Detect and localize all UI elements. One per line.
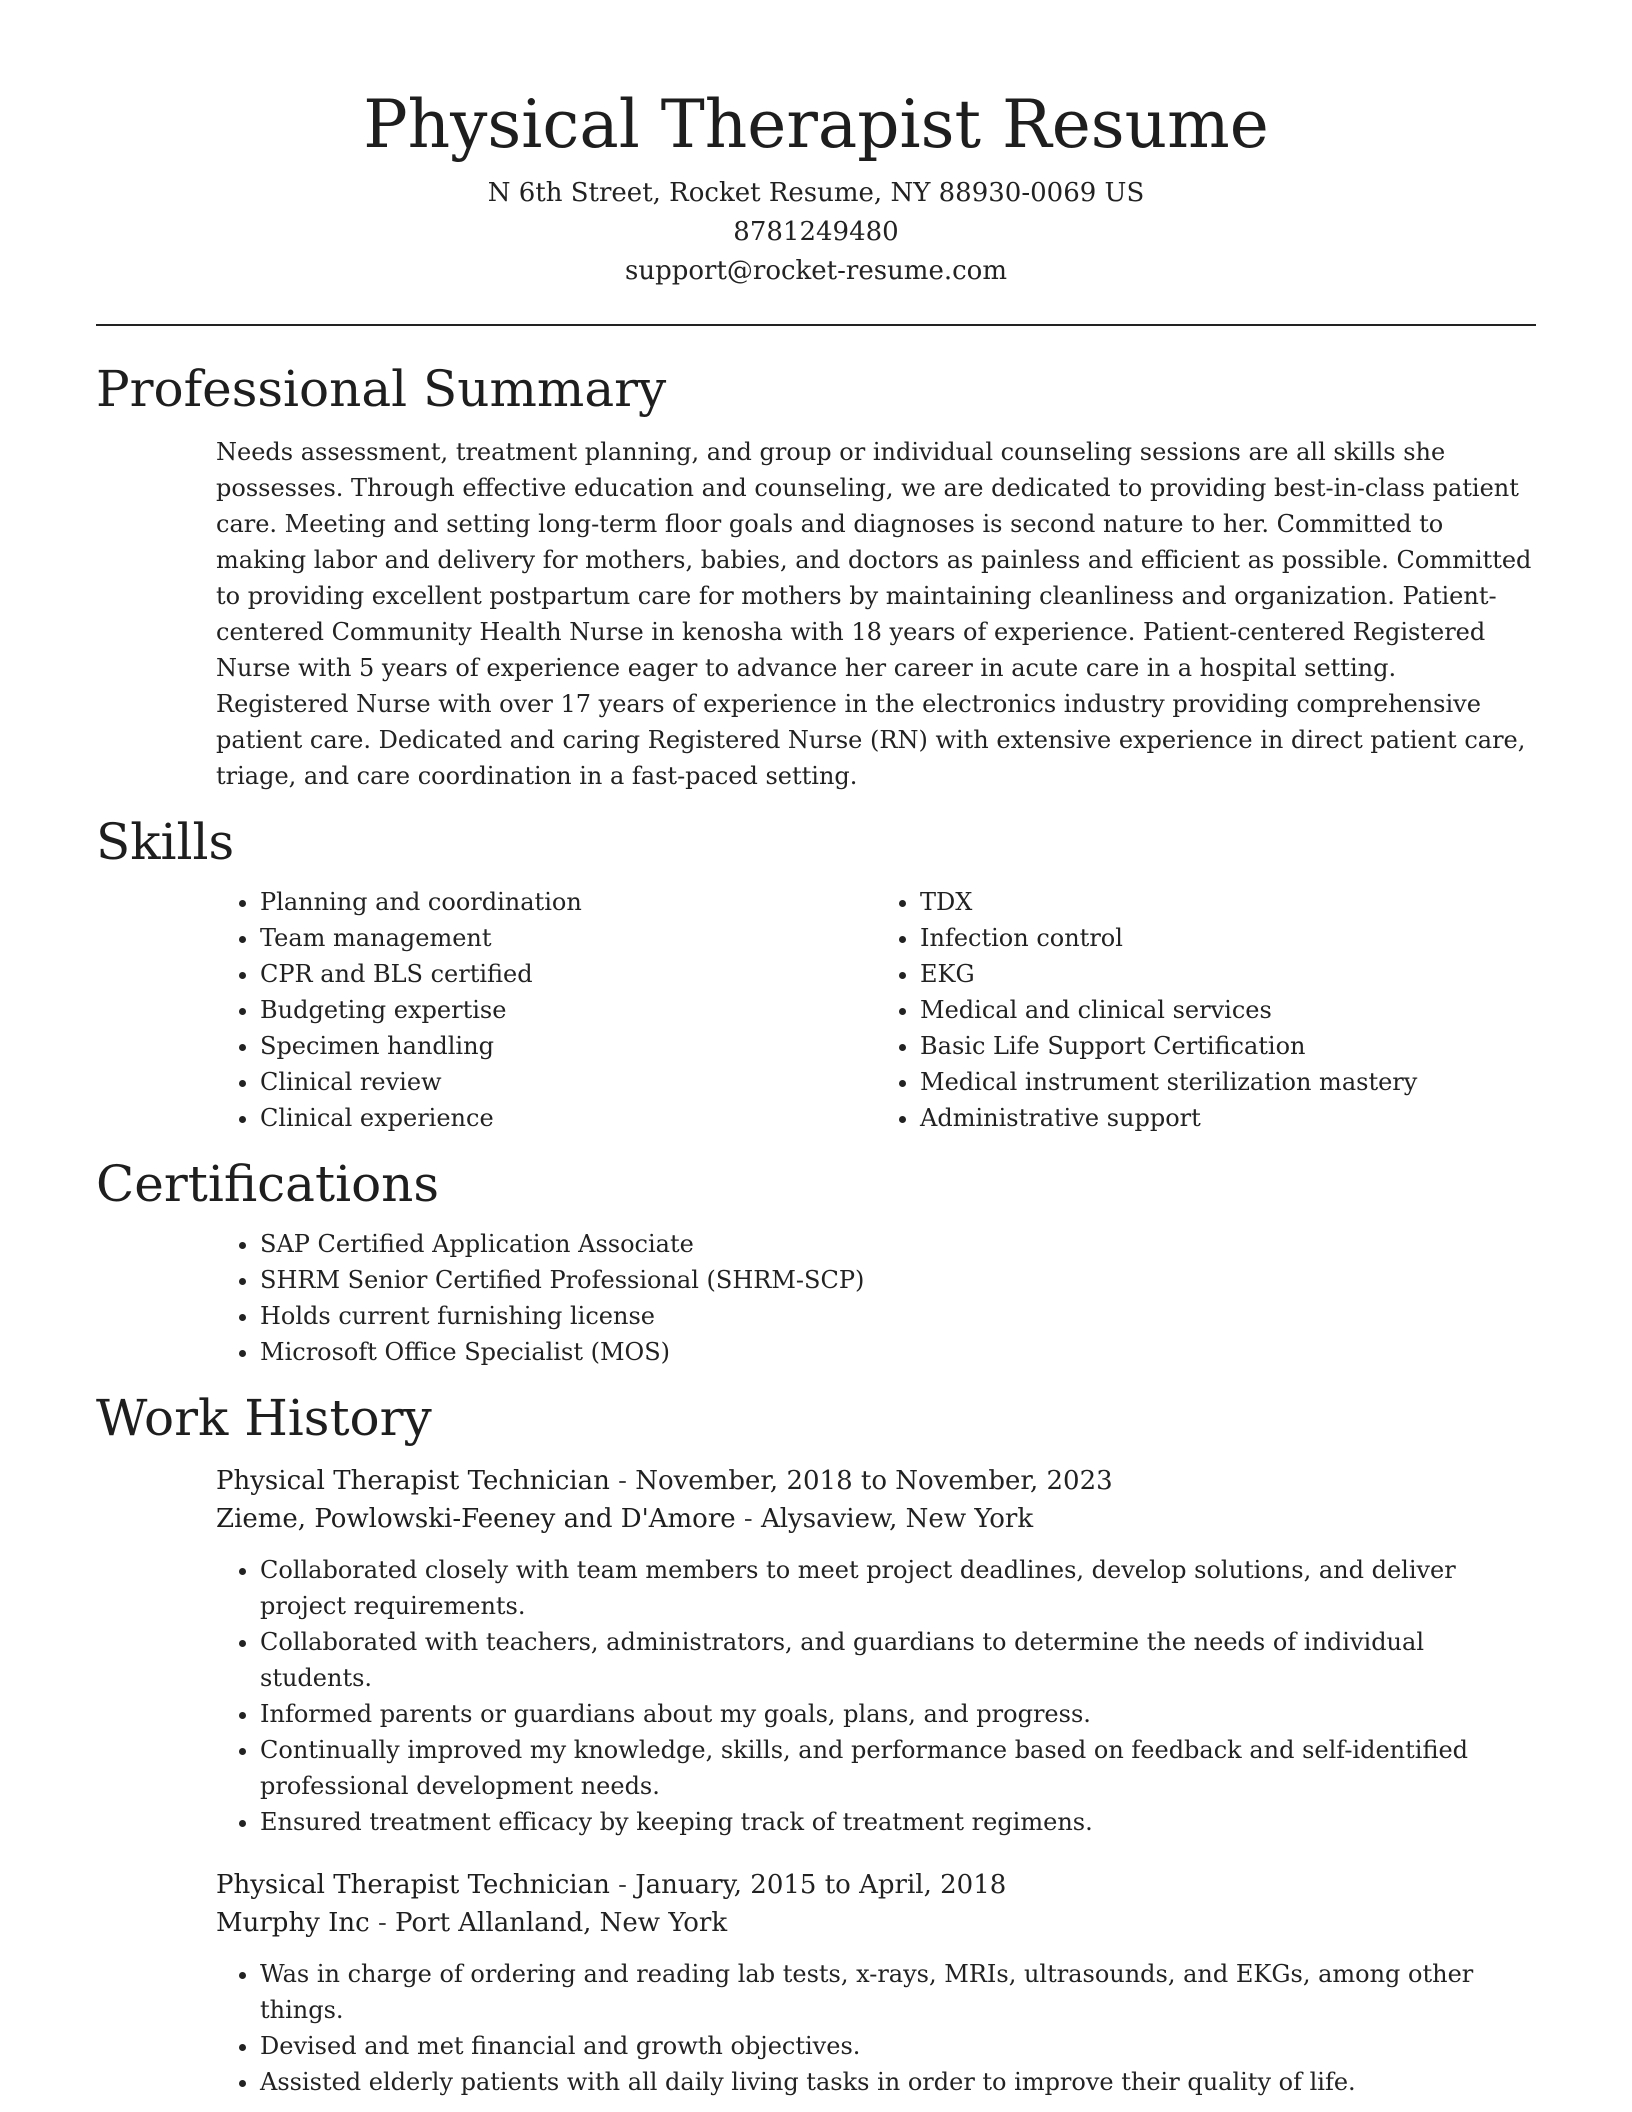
- resume-page: [96, 0, 1536, 2100]
- contact-info: [96, 174, 1536, 291]
- section-title-work-history: Work History: [96, 1389, 432, 1447]
- skills-list: [216, 884, 1536, 1136]
- skill-item: • TDX: [920, 884, 1536, 920]
- certifications-list: [216, 1226, 1536, 1370]
- job-entry: [216, 1866, 1536, 2100]
- address: N 6th Street, Rocket Resume, NY 88930-0069 US: [487, 178, 1145, 208]
- resume-header: [96, 0, 1536, 291]
- summary-section: [96, 357, 1536, 794]
- job-bullets: [216, 1956, 1536, 2100]
- skill-item: • EKG: [920, 956, 1536, 992]
- job-bullet: • Was in charge of ordering and reading lab tests, x-rays, MRIs, ultrasounds, and EKGs, among other things.: [260, 1956, 1536, 2028]
- skill-item: • Budgeting expertise: [260, 992, 876, 1028]
- job-header: [216, 1462, 1536, 1538]
- job-bullet: • Collaborated closely with team members to meet project deadlines, develop solutions, and deliver project requirements.: [260, 1552, 1536, 1624]
- section-title-skills: Skills: [96, 813, 235, 871]
- separator: -: [618, 1466, 627, 1496]
- job-bullet: • Devised and met financial and growth objectives.: [260, 2028, 1536, 2064]
- company-name: Murphy Inc: [216, 1908, 370, 1938]
- resume-title: Physical Therapist Resume: [363, 86, 1269, 163]
- separator: -: [377, 1908, 387, 1938]
- job-location: Port Allanland, New York: [395, 1908, 728, 1938]
- skill-item: • Medical instrument sterilization mastery: [920, 1064, 1536, 1100]
- certification-item: • Microsoft Office Specialist (MOS): [260, 1334, 1536, 1370]
- certification-item: • SHRM Senior Certified Professional (SHRM-SCP): [260, 1262, 1536, 1298]
- skill-item: • Administrative support: [920, 1100, 1536, 1136]
- skill-item: • Planning and coordination: [260, 884, 876, 920]
- skill-item: • Clinical experience: [260, 1100, 876, 1136]
- summary-text: Needs assessment, treatment planning, and group or individual counseling sessions are all skills she possesses. Through effective education and counseling, we are dedicated to providing best-in-class patient care. Meeting and setting long-term floor goals and diagnoses is second nature to her. Committed to making labor and delivery for mothers, babies, and doctors as painless and efficient as possible. Committed to providing excellent postpartum care for mothers by maintaining cleanliness and organization. Patient-centered Community Health Nurse in kenosha with 18 years of experience. Patient-centered Registered Nurse with 5 years of experience eager to advance her career in acute care in a hospital setting. Registered Nurse with over 17 years of experience in the electronics industry providing comprehensive patient care. Dedicated and caring Registered Nurse (RN) with extensive experience in direct patient care, triage, and care coordination in a fast-paced setting.: [216, 438, 1532, 790]
- job-entry: [216, 1462, 1536, 1840]
- skill-item: • Clinical review: [260, 1064, 876, 1100]
- job-bullet: • Informed parents or guardians about my goals, plans, and progress.: [260, 1696, 1536, 1732]
- skill-item: • Infection control: [920, 920, 1536, 956]
- certification-item: • Holds current furnishing license: [260, 1298, 1536, 1334]
- job-header: [216, 1866, 1536, 1942]
- job-bullet: • Assisted elderly patients with all daily living tasks in order to improve their quality of life.: [260, 2064, 1536, 2100]
- job-location: Alysaview, New York: [760, 1504, 1034, 1534]
- skill-item: • Basic Life Support Certification: [920, 1028, 1536, 1064]
- skill-item: • Team management: [260, 920, 876, 956]
- certifications-section: [96, 1152, 1536, 1370]
- work-history-section: [96, 1386, 1536, 2100]
- job-dates: January, 2015 to April, 2018: [635, 1870, 1007, 1900]
- section-title-certifications: Certifications: [96, 1155, 440, 1213]
- job-bullets: [216, 1552, 1536, 1840]
- job-title: Physical Therapist Technician: [216, 1870, 610, 1900]
- job-bullet: • Collaborated with teachers, administrators, and guardians to determine the needs of individual students.: [260, 1624, 1536, 1696]
- job-bullet: • Ensured treatment efficacy by keeping track of treatment regimens.: [260, 1804, 1536, 1840]
- job-bullet: • Continually improved my knowledge, skills, and performance based on feedback and self-identified professional development needs.: [260, 1732, 1536, 1804]
- skill-item: • Medical and clinical services: [920, 992, 1536, 1028]
- job-dates: November, 2018 to November, 2023: [635, 1466, 1113, 1496]
- skill-item: • CPR and BLS certified: [260, 956, 876, 992]
- job-title: Physical Therapist Technician: [216, 1466, 610, 1496]
- skills-column-left: [216, 884, 876, 1136]
- company-name: Zieme, Powlowski-Feeney and D'Amore: [216, 1504, 736, 1534]
- section-title-summary: Professional Summary: [96, 360, 667, 418]
- skills-column-right: [876, 884, 1536, 1136]
- header-divider: [96, 324, 1536, 326]
- phone-number: 8781249480: [733, 217, 899, 247]
- certification-item: • SAP Certified Application Associate: [260, 1226, 1536, 1262]
- skill-item: • Specimen handling: [260, 1028, 876, 1064]
- separator: -: [618, 1870, 627, 1900]
- email-address: support@rocket-resume.com: [624, 256, 1007, 286]
- skills-section: [96, 810, 1536, 1136]
- separator: -: [743, 1504, 753, 1534]
